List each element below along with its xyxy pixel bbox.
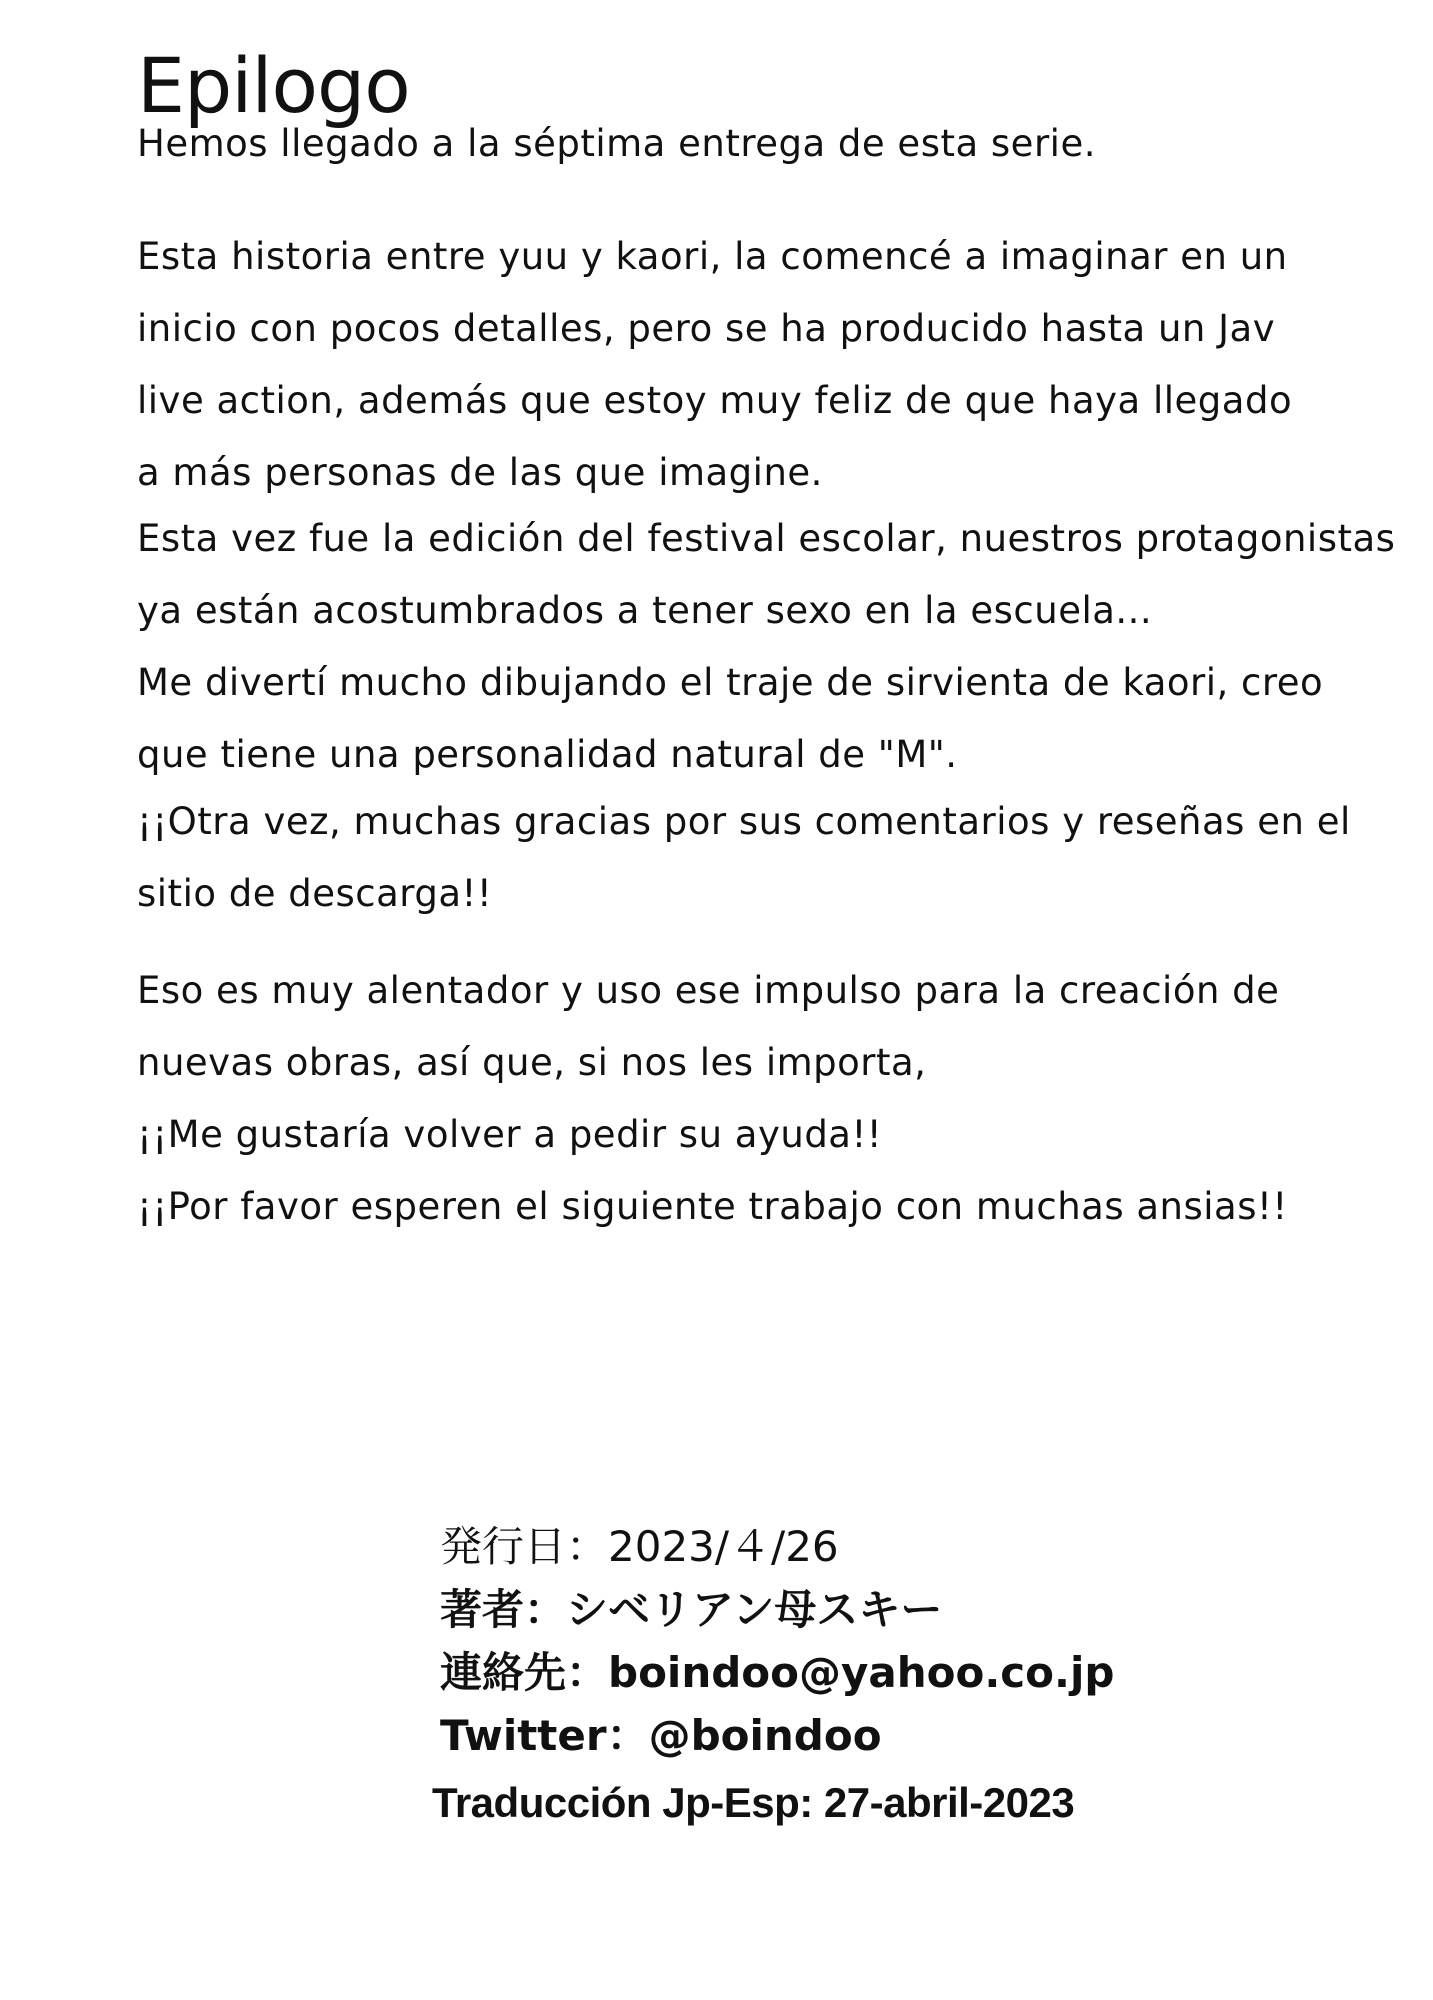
text-line: ya están acostumbrados a tener sexo en la escuela... — [137, 589, 1153, 632]
text-line: sitio de descarga!! — [137, 872, 493, 915]
text-line: que tiene una personalidad natural de "M". — [137, 733, 958, 776]
text-line: inicio con pocos detalles, pero se ha producido hasta un Jav — [137, 307, 1276, 350]
page-title: Epilogo — [137, 41, 410, 130]
paragraph-closing — [137, 955, 1377, 1243]
paragraph-intro — [137, 108, 1377, 180]
translation-date: Traducción Jp-Esp: 27-abril-2023 — [432, 1779, 1075, 1826]
publish-date: 発行日：2023/４/26 — [440, 1522, 839, 1571]
paragraph-thanks — [137, 786, 1377, 930]
text-line: Esta vez fue la edición del festival escolar, nuestros protagonistas — [137, 517, 1396, 560]
paragraph-story — [137, 221, 1377, 509]
author-credit: 著者：シベリアン母スキー — [440, 1585, 943, 1634]
twitter-handle: Twitter：@boindoo — [440, 1711, 882, 1760]
text-line: ¡¡Por favor esperen el siguiente trabajo con muchas ansias!! — [137, 1185, 1288, 1228]
contact-email: 連絡先：boindoo@yahoo.co.jp — [440, 1648, 1115, 1697]
text-line: ¡¡Me gustaría volver a pedir su ayuda!! — [137, 1113, 883, 1156]
text-line: Hemos llegado a la séptima entrega de esta serie. — [137, 122, 1096, 165]
text-line: a más personas de las que imagine. — [137, 451, 823, 494]
text-line: ¡¡Otra vez, muchas gracias por sus comentarios y reseñas en el — [137, 800, 1351, 843]
paragraph-festival — [137, 503, 1396, 791]
text-line: Esta historia entre yuu y kaori, la comencé a imaginar en un — [137, 235, 1288, 278]
colophon — [432, 1515, 1240, 1834]
text-line: nuevas obras, así que, si nos les importa, — [137, 1041, 927, 1084]
text-line: Eso es muy alentador y uso ese impulso para la creación de — [137, 969, 1280, 1012]
text-line: live action, además que estoy muy feliz de que haya llegado — [137, 379, 1293, 422]
text-line: Me divertí mucho dibujando el traje de sirvienta de kaori, creo — [137, 661, 1324, 704]
